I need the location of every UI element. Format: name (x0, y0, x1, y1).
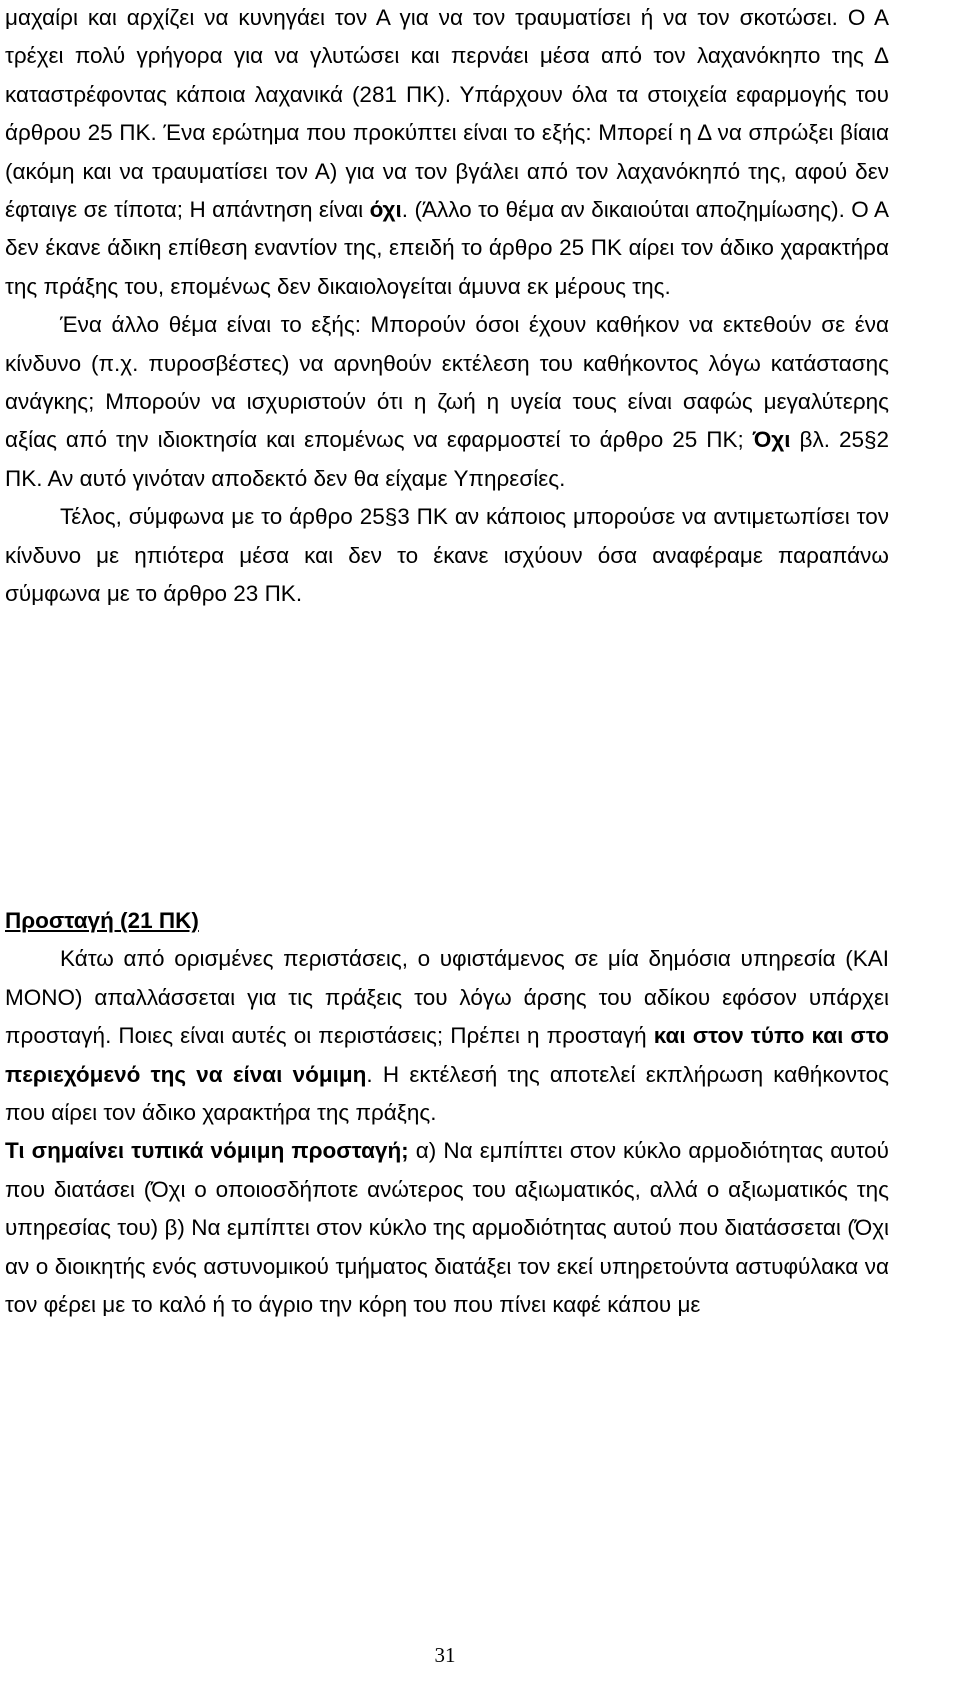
paragraph-milder-means (5, 498, 889, 613)
heading-command: Προσταγή (21 ΠΚ) (5, 908, 199, 933)
page-number: 31 (434, 1643, 456, 1667)
emphasis-question: Τι σημαίνει τυπικά νόμιμη προσταγή; (5, 1138, 409, 1164)
text-block-top (5, 0, 889, 614)
paragraph-command-intro (5, 940, 889, 1132)
text-run: . (Άλλο το θέμα αν δικαιούται αποζημίωσης). Ο Α δεν έκανε άδικη επίθεση εναντίον της, επειδή το άρθρο 25 ΠΚ αίρει τον άδικο χαρακτήρα της πράξης του, επομένως δεν δικαιολογείται άμυνα εκ μέρους της. (5, 197, 889, 299)
emphasis-no: Όχι (752, 427, 791, 453)
text-run: βλ. 25§2 ΠΚ. Αν αυτό γινόταν αποδεκτό δεν θα είχαμε Υπηρεσίες. (5, 427, 890, 491)
text-run: . Η εκτέλεσή της αποτελεί εκπλήρωση καθήκοντος που αίρει τον άδικο χαρακτήρα της πράξης. (5, 1061, 889, 1126)
text-run: Ένα άλλο θέμα είναι το εξής: Μπορούν όσοι έχουν καθήκον να εκτεθούν σε ένα κίνδυνο (π.χ. πυροσβέστες) να αρνηθούν εκτέλεση του καθήκοντος λόγω κατάστασης ανάγκης; Μπορούν να ισχυριστούν ότι η ζωή η υγεία τους είναι σαφώς μεγαλύτερης αξίας από την ιδιοκτησία και επομένως να εφαρμοστεί το άρθρο 25 ΠΚ; (5, 312, 889, 453)
emphasis-no: όχι (369, 197, 402, 223)
section-heading (5, 902, 889, 940)
paragraph-self-defense-example (5, 0, 889, 306)
paragraph-formally-lawful (5, 1132, 889, 1324)
text-block-section (5, 902, 889, 1324)
text-run: Κάτω από ορισμένες περιστάσεις, ο υφιστάμενος σε μία δημόσια υπηρεσία (ΚΑΙ ΜΟΝΟ) απαλλάσσεται για τις πράξεις του λόγω άρσης του αδίκου εφόσον υπάρχει προσταγή. Ποιες είναι αυτές οι περιστάσεις; Πρέπει η προσταγή (5, 946, 889, 1049)
emphasis-lawful: και στον τύπο και στο περιεχόμενό της να είναι νόμιμη (5, 1023, 889, 1087)
text-run: Τέλος, σύμφωνα με το άρθρο 25§3 ΠΚ αν κάποιος μπορούσε να αντιμετωπίσει τον κίνδυνο με ηπιότερα μέσα και δεν το έκανε ισχύουν όσα αναφέραμε παραπάνω σύμφωνα με το άρθρο 23 ΠΚ. (5, 504, 889, 607)
paragraph-duty-question (5, 306, 889, 498)
text-run: μαχαίρι και αρχίζει να κυνηγάει τον Α για να τον τραυματίσει ή να τον σκοτώσει. Ο Α τρέχει πολύ γρήγορα για να γλυτώσει και περνάει μέσα από τον λαχανόκηπο της Δ καταστρέφοντας κάποια λαχανικά (281 ΠΚ). Υπάρχουν όλα τα στοιχεία εφαρμογής του άρθρου 25 ΠΚ. Ένα ερώτημα που προκύπτει είναι το εξής: Μπορεί η Δ να σπρώξει βίαια (ακόμη και να τραυματίσει τον Α) για να τον βγάλει από τον λαχανόκηπό της, αφού δεν έφταιγε σε τίποτα; Η απάντηση είναι (5, 5, 889, 223)
text-run: α) Να εμπίπτει στον κύκλο αρμοδιότητας αυτού που διατάσει (Όχι ο οποιοσδήποτε ανώτερος του αξιωματικός, αλλά ο αξιωματικός της υπηρεσίας του) β) Να εμπίπτει στον κύκλο της αρμοδιότητας αυτού που διατάσσεται (Όχι αν ο διοικητής ενός αστυνομικού τμήματος διατάξει τον εκεί υπηρετούντα αστυφύλακα να τον φέρει με το καλό ή το άγριο την κόρη του που πίνει καφέ κάπου με (5, 1138, 889, 1318)
